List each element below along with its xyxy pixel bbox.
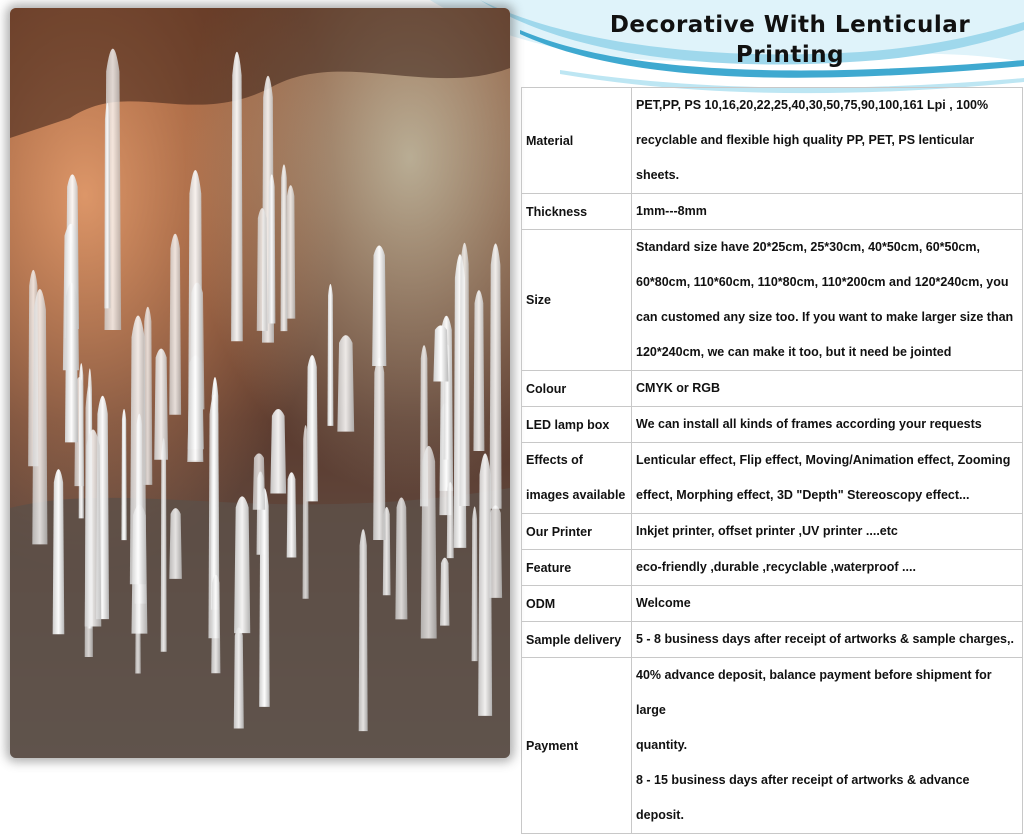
stalagmite <box>447 482 454 558</box>
table-row <box>522 586 1023 622</box>
stalagmite <box>459 243 469 506</box>
stalagmite <box>395 497 407 619</box>
value-line: recyclable and flexible high quality PP, PET, PS lenticular sheets. <box>636 133 975 182</box>
stalagmite <box>161 438 167 652</box>
table-row <box>522 194 1023 230</box>
stalagmite <box>303 425 309 599</box>
value-line: Standard size have 20*25cm, 25*30cm, 40*50cm, 60*50cm, <box>636 240 980 254</box>
stalagmite <box>121 409 126 540</box>
stalagmite <box>234 496 250 633</box>
row-label-led-lamp-box: LED lamp box <box>522 407 632 443</box>
stalagmite <box>259 488 270 707</box>
stalagmite <box>253 453 265 509</box>
stalagmite <box>327 284 333 426</box>
table-row <box>522 88 1023 194</box>
value-line: Inkjet printer, offset printer ,UV printer ....etc <box>636 524 898 538</box>
value-line: 60*80cm, 110*60cm, 110*80cm, 110*200cm and 120*240cm, you <box>636 275 1009 289</box>
stalagmite <box>154 349 168 460</box>
stalagmite <box>53 469 65 634</box>
row-value-our-printer <box>632 514 1023 550</box>
row-label-size: Size <box>522 230 632 371</box>
row-value-size <box>632 230 1023 371</box>
stalagmite <box>359 529 368 731</box>
value-line: Welcome <box>636 596 691 610</box>
value-line: eco-friendly ,durable ,recyclable ,waterproof .... <box>636 560 916 574</box>
table-row <box>522 407 1023 443</box>
value-line: effect, Morphing effect, 3D "Depth" Stereoscopy effect... <box>636 488 970 502</box>
stalagmite <box>490 243 502 508</box>
row-label-colour: Colour <box>522 371 632 407</box>
stalagmite <box>286 185 295 318</box>
row-label-effects <box>522 443 632 514</box>
cave-illustration <box>10 8 510 758</box>
table-row <box>522 230 1023 371</box>
row-label-payment: Payment <box>522 658 632 834</box>
stalagmite <box>169 508 182 579</box>
row-value-thickness <box>632 194 1023 230</box>
stalagmite <box>234 628 244 729</box>
row-value-payment <box>632 658 1023 834</box>
row-label-material: Material <box>522 88 632 194</box>
stalagmite <box>489 505 502 598</box>
row-label-odm: ODM <box>522 586 632 622</box>
stalagmite <box>188 170 203 461</box>
slide-title: Decorative With Lenticular Printing <box>609 12 971 68</box>
stalagmite <box>440 558 449 626</box>
stalagmite <box>372 245 386 366</box>
table-row <box>522 514 1023 550</box>
value-line: can customed any size too. If you want to make larger size than <box>636 310 1014 324</box>
table-row <box>522 371 1023 407</box>
table-row <box>522 550 1023 586</box>
stalagmite <box>281 164 288 331</box>
row-label-sample-delivery: Sample delivery <box>522 622 632 658</box>
stalagmite <box>257 208 268 331</box>
row-value-material <box>632 88 1023 194</box>
stalagmite <box>373 358 385 540</box>
value-line: 120*240cm, we can make it too, but it need be jointed <box>636 345 952 359</box>
row-value-odm <box>632 586 1023 622</box>
row-value-effects <box>632 443 1023 514</box>
table-row <box>522 443 1023 514</box>
row-value-colour <box>632 371 1023 407</box>
stalagmite <box>472 507 478 662</box>
stalagmite <box>130 316 146 585</box>
stalagmite <box>287 472 297 557</box>
stalagmite <box>270 409 286 493</box>
stalagmite <box>473 290 484 451</box>
stalagmite <box>32 289 47 544</box>
stalagmite <box>85 430 102 627</box>
row-value-led-lamp-box <box>632 407 1023 443</box>
value-line: CMYK or RGB <box>636 381 721 395</box>
value-line: 5 - 8 business days after receipt of artworks & sample charges,. <box>636 632 1014 646</box>
effects-label: Effects of images available <box>526 453 626 502</box>
stalagmite <box>268 174 275 323</box>
table-row <box>522 658 1023 834</box>
cave-stalagmite-photo <box>10 8 510 758</box>
stalagmite <box>433 325 448 381</box>
stalagmite <box>104 103 110 309</box>
stalagmite <box>65 283 78 443</box>
stalagmite <box>421 446 437 639</box>
value-line: PET,PP, PS 10,16,20,22,25,40,30,50,75,90,100,161 Lpi , 100% <box>636 98 989 112</box>
value-line: quantity. <box>636 738 688 752</box>
value-line: Lenticular effect, Flip effect, Moving/Animation effect, Zooming <box>636 453 1011 467</box>
value-line: 8 - 15 business days after receipt of artworks & advance deposit. <box>636 773 970 822</box>
specification-table <box>521 87 1023 834</box>
row-label-our-printer: Our Printer <box>522 514 632 550</box>
row-value-feature <box>632 550 1023 586</box>
stalagmite <box>337 335 354 431</box>
stalagmite <box>211 575 220 673</box>
row-label-thickness: Thickness <box>522 194 632 230</box>
stalagmite <box>169 234 181 415</box>
row-label-feature: Feature <box>522 550 632 586</box>
value-line: We can install all kinds of frames according your requests <box>636 417 982 431</box>
value-line: 1mm---8mm <box>636 204 707 218</box>
value-line: 40% advance deposit, balance payment before shipment for large <box>636 668 992 717</box>
stalagmite <box>231 52 243 341</box>
table-row <box>522 622 1023 658</box>
row-value-sample-delivery <box>632 622 1023 658</box>
